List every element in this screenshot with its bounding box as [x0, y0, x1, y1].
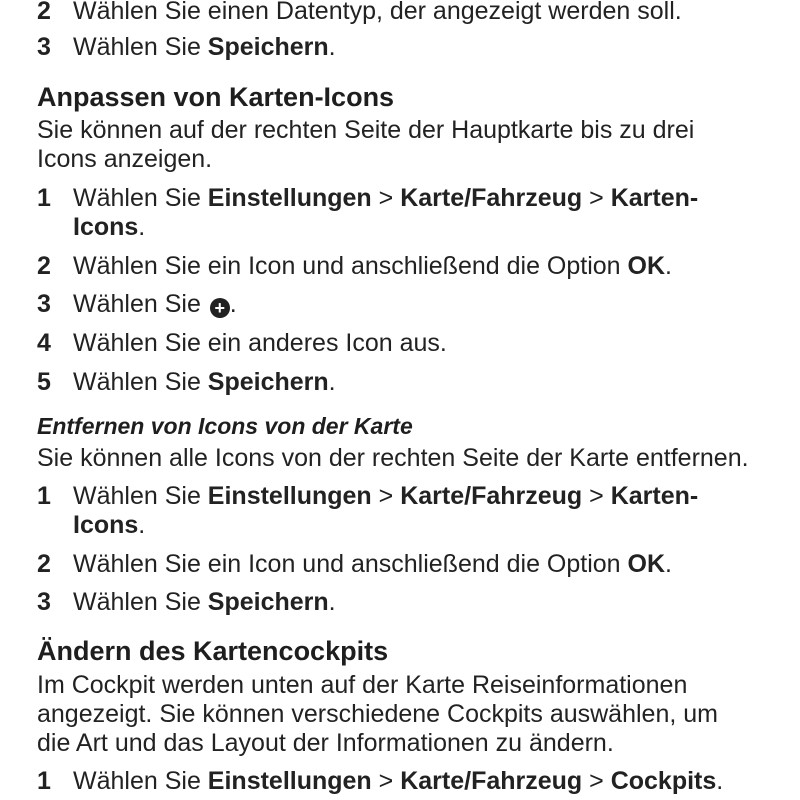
menu-item-label: Icons — [73, 213, 139, 241]
step-text-part: . — [328, 588, 336, 616]
menu-separator: > — [371, 184, 401, 212]
menu-separator: > — [582, 184, 611, 212]
menu-separator: > — [582, 767, 611, 795]
step-text — [73, 368, 336, 397]
paragraph-line: angezeigt. Sie können verschiedene Cockpits auswählen, um — [37, 700, 718, 728]
step-bold-term: Speichern — [207, 33, 329, 61]
step-text-part: . — [328, 33, 336, 61]
step-text-part: Wählen Sie ein Icon und anschließend die Option — [73, 550, 628, 578]
step-text-part: . — [328, 368, 336, 396]
step-bold-term: OK — [627, 252, 666, 280]
menu-item-label: Karte/Fahrzeug — [400, 184, 583, 212]
step-number: 5 — [37, 368, 51, 396]
section-heading: Anpassen von Karten-Icons — [37, 82, 395, 112]
step-text-part: Wählen Sie — [73, 290, 208, 318]
menu-separator: > — [371, 767, 401, 795]
step-text-part: . — [665, 550, 672, 578]
step-text-part: Wählen Sie — [73, 767, 208, 795]
step-text — [73, 184, 698, 213]
paragraph-line: Sie können auf der rechten Seite der Hauptkarte bis zu drei — [37, 116, 695, 144]
step-bold-term: Speichern — [207, 368, 329, 396]
step-text-part: Wählen Sie — [73, 482, 208, 510]
step-text — [73, 290, 237, 319]
step-number: 3 — [37, 290, 51, 318]
menu-item-label: Karte/Fahrzeug — [400, 482, 583, 510]
step-number: 1 — [37, 482, 51, 510]
step-text-part: Wählen Sie ein Icon und anschließend die Option — [73, 252, 628, 280]
step-text — [73, 550, 672, 579]
step-text-part: Wählen Sie ein anderes Icon aus. — [73, 329, 447, 357]
menu-item-label: Einstellungen — [207, 767, 372, 795]
step-text-part: . — [138, 213, 146, 241]
step-number: 3 — [37, 33, 51, 61]
step-number: 2 — [37, 550, 51, 578]
step-text — [73, 511, 145, 540]
step-text — [73, 588, 336, 617]
menu-separator: > — [371, 482, 401, 510]
paragraph-line: Im Cockpit werden unten auf der Karte Reiseinformationen — [37, 671, 688, 699]
step-number: 4 — [37, 329, 51, 357]
step-text-part: Wählen Sie — [73, 184, 208, 212]
step-number: 1 — [37, 767, 51, 795]
menu-item-label: Einstellungen — [207, 184, 372, 212]
menu-item-label: Icons — [73, 511, 139, 539]
step-text-part: . — [229, 290, 237, 318]
step-number: 2 — [37, 252, 51, 280]
plus-circle-icon: + — [210, 298, 230, 318]
step-text — [73, 213, 145, 242]
paragraph-line: Icons anzeigen. — [37, 145, 213, 173]
menu-item-label: Cockpits — [610, 767, 717, 795]
step-number: 2 — [37, 0, 51, 25]
step-text — [73, 767, 723, 796]
step-number: 1 — [37, 184, 51, 212]
menu-item-label: Karte/Fahrzeug — [400, 767, 583, 795]
menu-separator: > — [582, 482, 611, 510]
step-text-part: . — [665, 252, 672, 280]
subsection-heading: Entfernen von Icons von der Karte — [37, 413, 413, 439]
step-text — [73, 329, 447, 358]
menu-item-label: Karten- — [610, 482, 699, 510]
step-text-part: Wählen Sie — [73, 33, 208, 61]
section-heading: Ändern des Kartencockpits — [37, 636, 389, 666]
step-text — [73, 252, 672, 281]
menu-item-label: Karten- — [610, 184, 699, 212]
step-text-part: Wählen Sie einen Datentyp, der angezeigt werden soll. — [73, 0, 682, 25]
step-text — [73, 482, 698, 511]
step-text — [73, 0, 682, 26]
step-number: 3 — [37, 588, 51, 616]
step-bold-term: OK — [627, 550, 666, 578]
step-text-part: . — [138, 511, 146, 539]
paragraph-line: die Art und das Layout der Informationen zu ändern. — [37, 729, 614, 757]
paragraph-line: Sie können alle Icons von der rechten Seite der Karte entfernen. — [37, 444, 749, 472]
step-text-part: Wählen Sie — [73, 588, 208, 616]
step-bold-term: Speichern — [207, 588, 329, 616]
step-text — [73, 33, 336, 62]
step-text-part: Wählen Sie — [73, 368, 208, 396]
menu-item-label: Einstellungen — [207, 482, 372, 510]
step-text-part: . — [716, 767, 724, 795]
